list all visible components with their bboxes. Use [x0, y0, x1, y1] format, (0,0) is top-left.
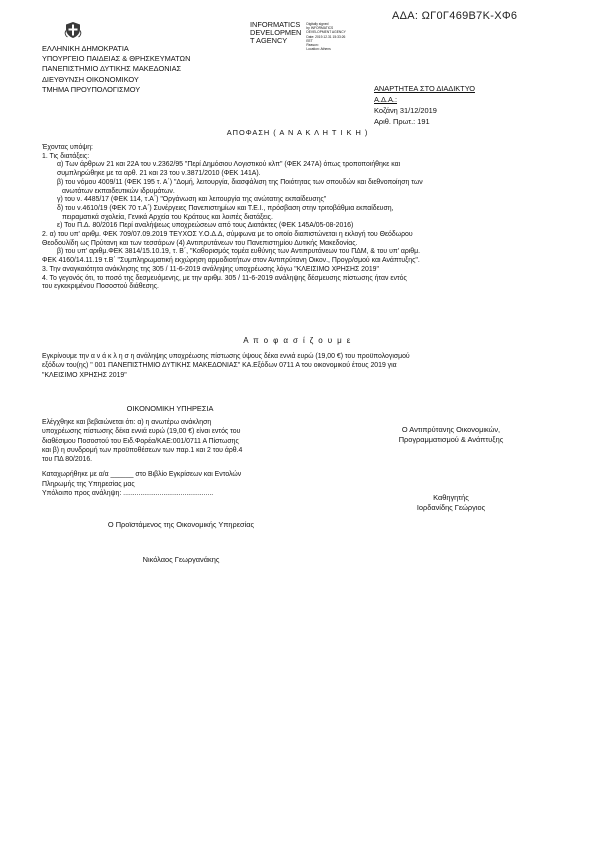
- professor-name: Ιορδανίδης Γεώργιος: [416, 503, 486, 512]
- protocol-number: Αριθ. Πρωτ.: 191: [374, 117, 430, 126]
- body-line: 4. Το γεγονός ότι, το ποσό της δεσμευόμενης, με την αριθμ. 305 / 11-6-2019 ανάληψης δέσμευσης πίστωσης ήταν εντός: [42, 274, 407, 282]
- digital-signature-stamp: [250, 21, 346, 51]
- body-line: β) του υπ' αριθμ.ΦΕΚ 3814/15.10.19, τ. Β΄, "Καθορισμός τομέα ευθύνης των Αντιπρυτάνεων του ΠΔΜ, & του υπ' αριθμ.: [57, 248, 420, 256]
- body-line: συμπληρώθηκε με τα αρθ. 21 και 23 του ν.3871/2010 (ΦΕΚ 141Α).: [57, 170, 261, 178]
- considerations-section: [42, 144, 554, 292]
- body-line: ΦΕΚ 4160/14.11.19 τ.Β΄ "Συμπληρωματική εκχώρηση αρμοδιοτήτων στον Αντιπρύτανη Οικον., Προγρ/σμού και Ανάπτυξης".: [42, 257, 420, 265]
- body-line: ε) Του Π.Δ. 80/2016 Περί αναλήψεως υποχρεώσεων από τους Διατάκτες (ΦΕΚ 145Α/05-08-2016): [57, 222, 354, 230]
- ada-label: Α.Δ.Α.:: [374, 95, 398, 104]
- body-line: Θεοδουλίδη ως Πρύτανη και των τεσσάρων (4) Αντιπρυτάνεων του Πανεπιστημίου Δυτικής Μακεδονίας.: [42, 239, 358, 247]
- professor-signature: [356, 493, 546, 513]
- greek-state-emblem-icon: [64, 21, 82, 39]
- ministry-line: ΔΙΕΥΘΥΝΣΗ ΟΙΚΟΝΟΜΙΚΟΥ: [42, 74, 139, 84]
- finance-line: του ΠΔ 80/2016.: [42, 456, 93, 464]
- finance-line: υποχρέωσης πίστωσης δέκα εννιά ευρώ (19,00 €) είναι εντός του: [42, 428, 241, 436]
- body-line: 3. Την αναγκαιότητα ανάκλησης της 305 / 11-6-2019 ανάληψης υποχρέωσης λόγω "ΚΛΕΙΣΙΜΟ ΧΡΗΣΗΣ 2019": [42, 265, 379, 273]
- approval-line: "ΚΛΕΙΣΙΜΟ ΧΡΗΣΗΣ 2019": [42, 371, 127, 379]
- decision-heading: Α π ο φ α σ ί ζ ο υ μ ε: [243, 336, 352, 345]
- vice-rector-title: Ο Αντιπρύτανης Οικονομικών,: [401, 425, 501, 434]
- finance-line: διαθέσιμου Ποσοστού του Ειδ.Φορέα/ΚΑΕ:001/0711 Α Πίστωσης: [42, 437, 239, 445]
- finance-verification: [42, 418, 320, 498]
- signature-details: Digitally signed by INFORMATICS DEVELOPMENT AGENCY Date: 2019.12.31 15:33:26 EET Reason: Location: Athens: [306, 22, 346, 52]
- post-online-label: ΑΝΑΡΤΗΤΕΑ ΣΤΟ ΔΙΑΔΙΚΤΥΟ: [374, 84, 475, 93]
- body-line: δ) του ν.4610/19 (ΦΕΚ 70 τ.Α΄) Συνέργειες Πανεπιστημίων και Τ.Ε.Ι., πρόσβαση στην τριτοβάθμια εκπαίδευση,: [57, 204, 394, 212]
- body-line: Έχοντας υπόψη:: [42, 144, 93, 151]
- body-line: ανωτάτων εκπαιδευτικών ιδρυμάτων.: [62, 187, 175, 195]
- finance-line: και β) η συνδρομή των προϋποθέσεων των παρ.1 και 2 του άρθ.4: [42, 446, 243, 454]
- finance-line: Υπόλοιπο προς ανάληψη: ...............................................: [42, 490, 214, 498]
- ada-code: ΑΔΑ: ΩΓ0Γ469Β7Κ-ΧΦ6: [392, 10, 518, 22]
- body-line: πειραματικά σχολεία, Γενικά Αρχεία του Κράτους και λοιπές διατάξεις.: [62, 213, 273, 221]
- finance-line: Καταχωρήθηκε με α/α ______ στο Βιβλίο Εγκρίσεων και Εντολών: [42, 471, 242, 479]
- ministry-header: [42, 44, 190, 95]
- finance-head-title: Ο Προϊστάμενος της Οικονομικής Υπηρεσίας: [107, 520, 255, 529]
- finance-service-title: ΟΙΚΟΝΟΜΙΚΗ ΥΠΗΡΕΣΙΑ: [126, 404, 214, 413]
- finance-line: Πληρωμής της Υπηρεσίας μας: [42, 480, 135, 488]
- finance-line: Ελέγχθηκε και βεβαιώνεται ότι: α) η ανωτέρω ανάκληση: [42, 419, 212, 426]
- ministry-line: ΤΜΗΜΑ ΠΡΟΥΠΟΛΟΓΙΣΜΟΥ: [42, 84, 141, 94]
- document-meta: [374, 83, 475, 127]
- vice-rector-title: Προγραμματισμού & Ανάπτυξης: [398, 435, 504, 444]
- vice-rector-signature: [356, 425, 546, 445]
- approval-line: εξόδων του(ης) " 001 ΠΑΝΕΠΙΣΤΗΜΙΟ ΔΥΤΙΚΗΣ ΜΑΚΕΔΟΝΙΑΣ" ΚΑ.Εξόδων 0711 Α του οικονομικού έτους 2019 για: [42, 362, 397, 370]
- place-date: Κοζάνη 31/12/2019: [374, 106, 437, 115]
- body-line: 2. α) του υπ' αριθμ. ΦΕΚ 709/07.09.2019 ΤΕΥΧΟΣ Υ.Ο.Δ.Δ, σύμφωνα με το οποίο διαπιστώνεται η εκλογή του Θεόδωρου: [42, 231, 413, 239]
- professor-title: Καθηγητής: [433, 493, 469, 502]
- body-line: 1. Τις διατάξεις:: [42, 152, 90, 160]
- approval-line: Εγκρίνουμε την α ν ά κ λ η σ η ανάληψης υποχρέωσης πίστωσης ύψους δέκα εννιά ευρώ (19,00 €) του προϋπολογισμού: [42, 353, 410, 360]
- body-line: α) Των άρθρων 21 και 22Α του ν.2362/95 "Περί Δημόσιου Λογιστικού κλπ" (ΦΕΚ 247Α) όπως τροποποιήθηκε και: [57, 161, 401, 169]
- body-line: γ) του ν. 4485/17 (ΦΕΚ 114, τ.Α΄) "Οργάνωση και λειτουργία της ανώτατης εκπαίδευσης": [57, 196, 327, 204]
- ministry-line: ΥΠΟΥΡΓΕΙΟ ΠΑΙΔΕΙΑΣ & ΘΡΗΣΚΕΥΜΑΤΩΝ: [42, 54, 191, 64]
- approval-paragraph: [42, 352, 554, 380]
- finance-head-name: Νικόλαος Γεωργανάκης: [142, 555, 220, 564]
- document-title: ΑΠΟΦΑΣΗ ( Α Ν Α Κ Λ Η Τ Ι Κ Η ): [226, 128, 369, 137]
- body-line: β) του νόμου 4009/11 (ΦΕΚ 195 τ. Α΄) "Δομή, λειτουργία, διασφάλιση της Ποιότητας των σπουδών και διεθνοποίηση των: [57, 178, 423, 186]
- body-line: του εγκεκριμένου Ποσοστού διάθεσης.: [42, 283, 159, 291]
- ministry-line: ΠΑΝΕΠΙΣΤΗΜΙΟ ΔΥΤΙΚΗΣ ΜΑΚΕΔΟΝΙΑΣ: [42, 64, 182, 74]
- ministry-line: ΕΛΛΗΝΙΚΗ ΔΗΜΟΚΡΑΤΙΑ: [42, 44, 129, 53]
- ida-name: INFORMATICS DEVELOPMEN T AGENCY: [250, 20, 302, 46]
